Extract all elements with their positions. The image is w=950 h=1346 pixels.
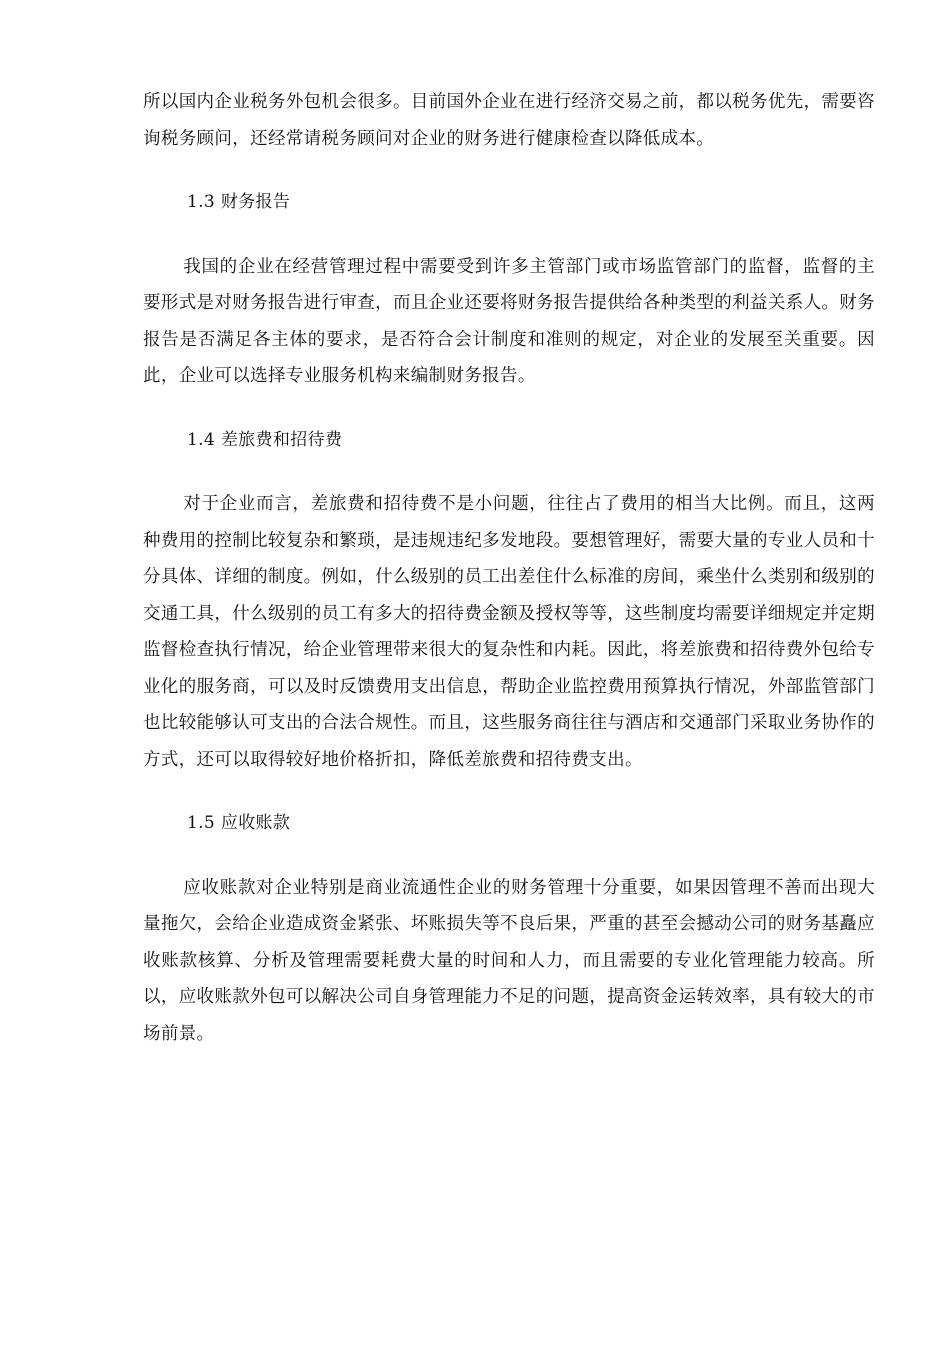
section-heading-1-4: 1.4 差旅费和招待费 bbox=[187, 429, 343, 450]
document-body bbox=[143, 84, 875, 1052]
section-heading-1-5: 1.5 应收账款 bbox=[187, 813, 291, 833]
paragraph-travel-entertainment: 对于企业而言，差旅费和招待费不是小问题，往往占了费用的相当大比例。而且，这两种费用的控制比较复杂和繁琐，是违规违纪多发地段。要想管理好，需要大量的专业人员和十分具体、详细的制度。例如，什么级别的员工出差住什么标准的房间，乘坐什么类别和级别的交通工具，什么级别的员工有多大的招待费金额及授权等等，这些制度均需要详细规定并定期监督检查执行情况，给企业管理带来很大的复杂性和内耗。因此，将差旅费和招待费外包给专业化的服务商，可以及时反馈费用支出信息，帮助企业监控费用预算执行情况，外部监管部门也比较能够认可支出的合法合规性。而且，这些服务商往往与酒店和交通部门采取业务协作的方式，还可以取得较好地价格折扣，降低差旅费和招待费支出。 bbox=[143, 494, 875, 770]
paragraph-financial-report: 我国的企业在经营管理过程中需要受到许多主管部门或市场监管部门的监督，监督的主要形式是对财务报告进行审查，而且企业还要将财务报告提供给各种类型的利益关系人。财务报告是否满足各主体的要求，是否符合会计制度和准则的规定，对企业的发展至关重要。因此，企业可以选择专业服务机构来编制财务报告。 bbox=[143, 256, 875, 386]
paragraph-receivables: 应收账款对企业特别是商业流通性企业的财务管理十分重要，如果因管理不善而出现大量拖欠，会给企业造成资金紧张、坏账损失等不良后果，严重的甚至会撼动公司的财务基矗应收账款核算、分析及管理需要耗费大量的时间和人力，而且需要的专业化管理能力较高。所以，应收账款外包可以解决公司自身管理能力不足的问题，提高资金运转效率，具有较大的市场前景。 bbox=[143, 877, 875, 1044]
paragraph-intro: 所以国内企业税务外包机会很多。目前国外企业在进行经济交易之前，都以税务优先，需要咨询税务顾问，还经常请税务顾问对企业的财务进行健康检查以降低成本。 bbox=[143, 92, 875, 149]
section-heading-1-3: 1.3 财务报告 bbox=[187, 192, 291, 212]
